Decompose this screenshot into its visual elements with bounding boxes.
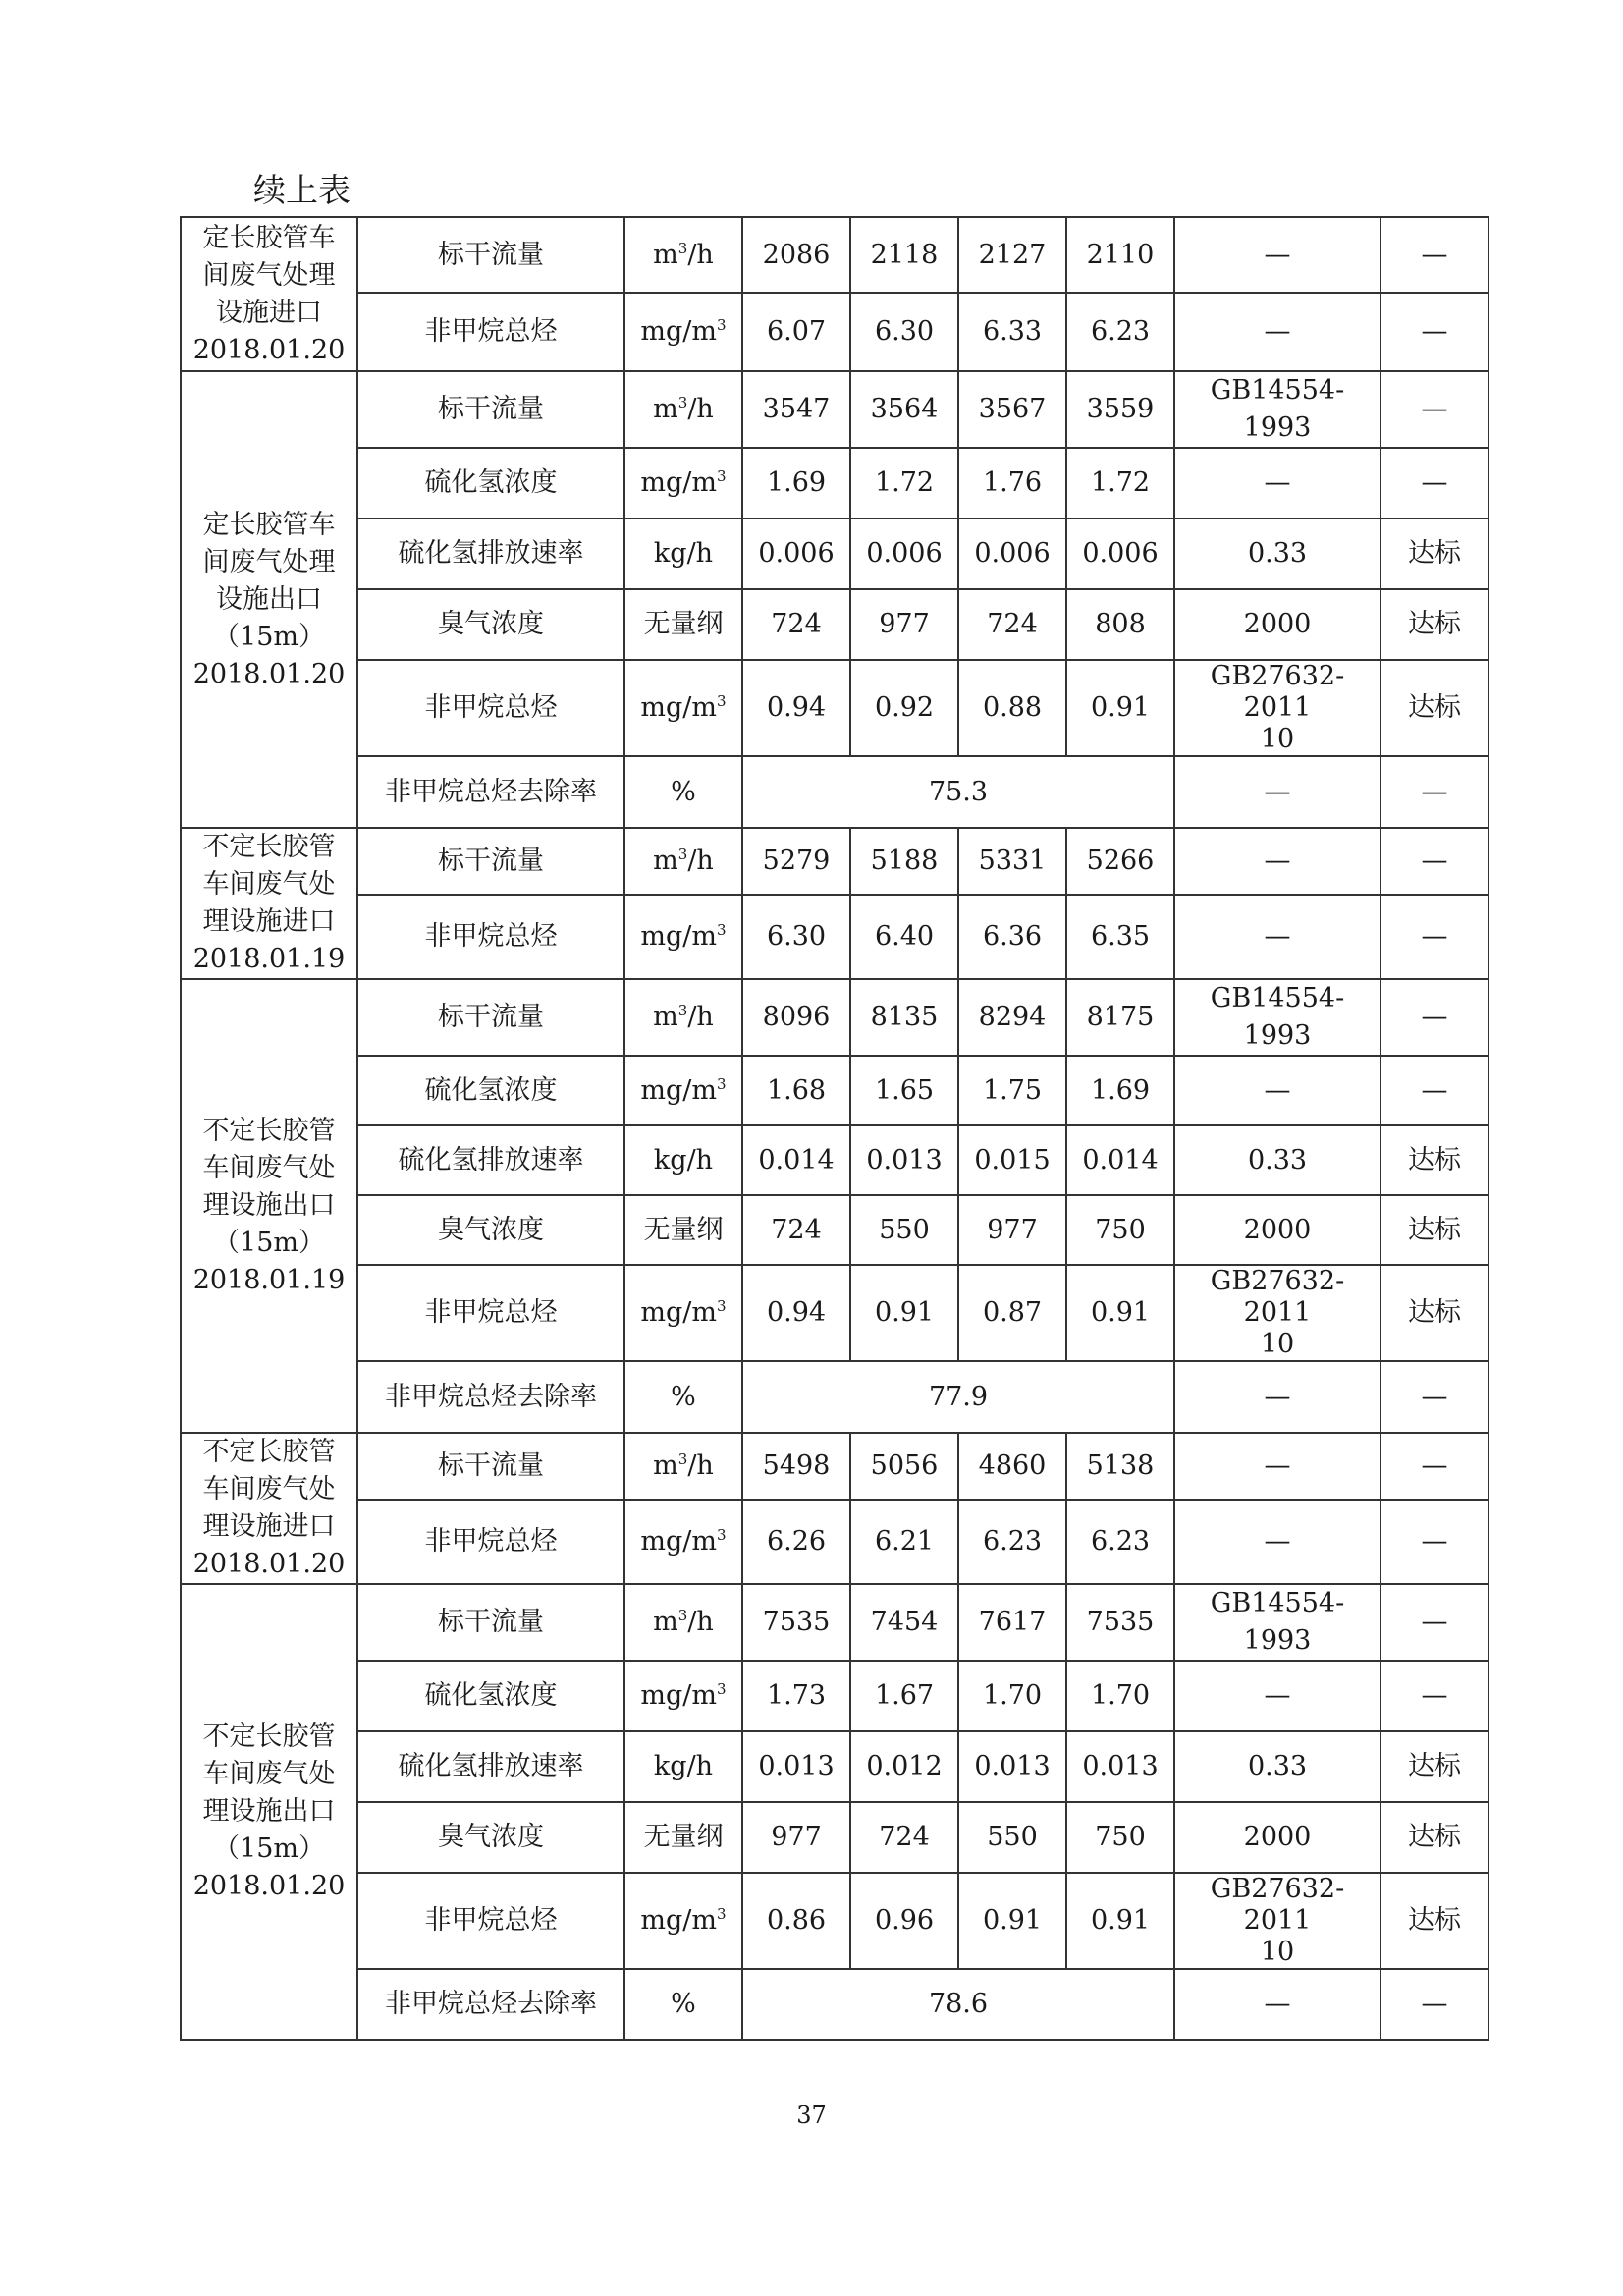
table-row	[181, 1265, 1488, 1361]
value-cell: 0.013	[1066, 1731, 1174, 1802]
table-row	[181, 1873, 1488, 1969]
value-cell: 6.40	[850, 895, 958, 979]
value-cell: 6.33	[958, 293, 1066, 371]
table-row	[181, 1056, 1488, 1125]
unit-cell: $m^3/h$	[624, 217, 742, 293]
value-cell: 0.014	[1066, 1125, 1174, 1195]
item-cell: 非甲烷总烃去除率	[357, 756, 624, 828]
item-cell: 标干流量	[357, 979, 624, 1056]
value-cell: 0.91	[1066, 1265, 1174, 1361]
value-cell: 6.23	[1066, 293, 1174, 371]
table-row	[181, 660, 1488, 756]
item-cell: 非甲烷总烃	[357, 293, 624, 371]
result-cell: —	[1380, 1433, 1488, 1500]
unit-cell: $m^3/h$	[624, 371, 742, 448]
result-cell: —	[1380, 1361, 1488, 1433]
value-cell: 6.26	[742, 1500, 850, 1584]
value-cell: 0.013	[958, 1731, 1066, 1802]
item-cell: 硫化氢排放速率	[357, 1125, 624, 1195]
result-cell: 达标	[1380, 1802, 1488, 1873]
result-cell: 达标	[1380, 1125, 1488, 1195]
value-cell: 1.69	[742, 448, 850, 519]
unit-cell: $mg/m^3$	[624, 1500, 742, 1584]
unit-cell: 无量纲	[624, 589, 742, 660]
unit-cell: kg/h	[624, 1731, 742, 1802]
standard-cell: —	[1174, 828, 1380, 895]
table-row	[181, 217, 1488, 293]
table-row	[181, 1195, 1488, 1265]
result-cell: —	[1380, 895, 1488, 979]
value-cell: 6.30	[742, 895, 850, 979]
value-cell: 0.012	[850, 1731, 958, 1802]
value-cell: 5138	[1066, 1433, 1174, 1500]
result-cell: —	[1380, 1584, 1488, 1661]
item-cell: 非甲烷总烃	[357, 1500, 624, 1584]
item-cell: 臭气浓度	[357, 1802, 624, 1873]
unit-cell: $m^3/h$	[624, 828, 742, 895]
result-cell: —	[1380, 217, 1488, 293]
value-cell: 5188	[850, 828, 958, 895]
unit-cell: $m^3/h$	[624, 979, 742, 1056]
value-cell: 0.013	[742, 1731, 850, 1802]
result-cell: 达标	[1380, 1195, 1488, 1265]
value-cell: 1.70	[958, 1661, 1066, 1731]
standard-cell: —	[1174, 895, 1380, 979]
value-cell: 6.23	[958, 1500, 1066, 1584]
result-cell: —	[1380, 1056, 1488, 1125]
table-row	[181, 293, 1488, 371]
value-cell: 6.35	[1066, 895, 1174, 979]
item-cell: 硫化氢浓度	[357, 448, 624, 519]
standard-cell: —	[1174, 217, 1380, 293]
value-cell: 0.91	[850, 1265, 958, 1361]
value-cell: 6.23	[1066, 1500, 1174, 1584]
location-cell: 不定长胶管 车间废气处 理设施进口 2018.01.20	[181, 1433, 357, 1584]
value-cell: 724	[742, 1195, 850, 1265]
value-cell: 6.21	[850, 1500, 958, 1584]
value-cell: 5266	[1066, 828, 1174, 895]
value-cell: 0.91	[1066, 660, 1174, 756]
standard-cell: GB14554-1993	[1174, 371, 1380, 448]
value-cell: 5279	[742, 828, 850, 895]
value-cell: 8135	[850, 979, 958, 1056]
location-cell: 不定长胶管 车间废气处 理设施出口 （15m） 2018.01.19	[181, 979, 357, 1433]
result-cell: 达标	[1380, 1731, 1488, 1802]
value-cell: 6.36	[958, 895, 1066, 979]
value-cell: 1.76	[958, 448, 1066, 519]
result-cell: —	[1380, 293, 1488, 371]
standard-cell: —	[1174, 756, 1380, 828]
value-cell: 7617	[958, 1584, 1066, 1661]
unit-cell: $mg/m^3$	[624, 895, 742, 979]
value-cell: 2086	[742, 217, 850, 293]
table-row	[181, 979, 1488, 1056]
item-cell: 标干流量	[357, 1433, 624, 1500]
value-cell: 724	[958, 589, 1066, 660]
item-cell: 非甲烷总烃去除率	[357, 1969, 624, 2040]
table-row	[181, 1661, 1488, 1731]
value-cell: 2110	[1066, 217, 1174, 293]
value-cell: 0.006	[742, 519, 850, 589]
value-cell: 0.92	[850, 660, 958, 756]
table-row	[181, 371, 1488, 448]
item-cell: 非甲烷总烃	[357, 1873, 624, 1969]
value-cell: 977	[850, 589, 958, 660]
item-cell: 臭气浓度	[357, 589, 624, 660]
value-cell: 977	[958, 1195, 1066, 1265]
unit-cell: 无量纲	[624, 1195, 742, 1265]
value-cell: 1.73	[742, 1661, 850, 1731]
removal-rate-cell: 75.3	[742, 756, 1174, 828]
value-cell: 0.015	[958, 1125, 1066, 1195]
table-row	[181, 448, 1488, 519]
item-cell: 标干流量	[357, 217, 624, 293]
value-cell: 1.69	[1066, 1056, 1174, 1125]
location-cell: 不定长胶管 车间废气处 理设施进口 2018.01.19	[181, 828, 357, 979]
table-row	[181, 589, 1488, 660]
value-cell: 2118	[850, 217, 958, 293]
item-cell: 臭气浓度	[357, 1195, 624, 1265]
result-cell: —	[1380, 979, 1488, 1056]
standard-cell: 2000	[1174, 1195, 1380, 1265]
result-cell: 达标	[1380, 1265, 1488, 1361]
value-cell: 724	[742, 589, 850, 660]
value-cell: 1.72	[850, 448, 958, 519]
item-cell: 非甲烷总烃	[357, 1265, 624, 1361]
table-row	[181, 1802, 1488, 1873]
table-row	[181, 1731, 1488, 1802]
value-cell: 4860	[958, 1433, 1066, 1500]
unit-cell: $mg/m^3$	[624, 660, 742, 756]
unit-cell: $mg/m^3$	[624, 1661, 742, 1731]
value-cell: 0.87	[958, 1265, 1066, 1361]
item-cell: 硫化氢浓度	[357, 1661, 624, 1731]
value-cell: 0.006	[850, 519, 958, 589]
standard-cell: —	[1174, 1361, 1380, 1433]
standard-cell: —	[1174, 448, 1380, 519]
item-cell: 硫化氢浓度	[357, 1056, 624, 1125]
item-cell: 硫化氢排放速率	[357, 519, 624, 589]
value-cell: 6.07	[742, 293, 850, 371]
value-cell: 1.70	[1066, 1661, 1174, 1731]
value-cell: 1.65	[850, 1056, 958, 1125]
standard-cell: 0.33	[1174, 519, 1380, 589]
value-cell: 1.68	[742, 1056, 850, 1125]
unit-cell: %	[624, 1361, 742, 1433]
result-cell: —	[1380, 448, 1488, 519]
unit-cell: kg/h	[624, 519, 742, 589]
standard-cell: GB14554-1993	[1174, 979, 1380, 1056]
unit-cell: kg/h	[624, 1125, 742, 1195]
table-row	[181, 756, 1488, 828]
value-cell: 0.91	[958, 1873, 1066, 1969]
value-cell: 7535	[1066, 1584, 1174, 1661]
unit-cell: $m^3/h$	[624, 1433, 742, 1500]
value-cell: 8294	[958, 979, 1066, 1056]
value-cell: 0.96	[850, 1873, 958, 1969]
result-cell: 达标	[1380, 1873, 1488, 1969]
value-cell: 3547	[742, 371, 850, 448]
table-row	[181, 1584, 1488, 1661]
standard-cell: —	[1174, 1969, 1380, 2040]
value-cell: 808	[1066, 589, 1174, 660]
value-cell: 750	[1066, 1802, 1174, 1873]
standard-cell: GB27632-2011 10	[1174, 1873, 1380, 1969]
item-cell: 标干流量	[357, 1584, 624, 1661]
value-cell: 1.72	[1066, 448, 1174, 519]
value-cell: 0.86	[742, 1873, 850, 1969]
value-cell: 0.013	[850, 1125, 958, 1195]
monitoring-table	[180, 216, 1489, 2041]
standard-cell: GB27632-2011 10	[1174, 1265, 1380, 1361]
page-number: 37	[796, 2102, 827, 2129]
result-cell: 达标	[1380, 660, 1488, 756]
value-cell: 0.94	[742, 660, 850, 756]
value-cell: 1.67	[850, 1661, 958, 1731]
result-cell: —	[1380, 1969, 1488, 2040]
result-cell: —	[1380, 1661, 1488, 1731]
unit-cell: 无量纲	[624, 1802, 742, 1873]
value-cell: 5498	[742, 1433, 850, 1500]
value-cell: 750	[1066, 1195, 1174, 1265]
unit-cell: %	[624, 756, 742, 828]
result-cell: —	[1380, 828, 1488, 895]
standard-cell: GB27632-2011 10	[1174, 660, 1380, 756]
standard-cell: —	[1174, 1433, 1380, 1500]
item-cell: 非甲烷总烃	[357, 660, 624, 756]
value-cell: 550	[958, 1802, 1066, 1873]
result-cell: 达标	[1380, 589, 1488, 660]
standard-cell: 0.33	[1174, 1125, 1380, 1195]
standard-cell: GB14554-1993	[1174, 1584, 1380, 1661]
value-cell: 0.014	[742, 1125, 850, 1195]
table-row	[181, 1125, 1488, 1195]
unit-cell: $mg/m^3$	[624, 1265, 742, 1361]
location-cell: 不定长胶管 车间废气处 理设施出口 （15m） 2018.01.20	[181, 1584, 357, 2040]
standard-cell: 2000	[1174, 1802, 1380, 1873]
standard-cell: —	[1174, 1661, 1380, 1731]
value-cell: 3567	[958, 371, 1066, 448]
table-row	[181, 1361, 1488, 1433]
table-row	[181, 519, 1488, 589]
value-cell: 6.30	[850, 293, 958, 371]
unit-cell: $mg/m^3$	[624, 448, 742, 519]
value-cell: 550	[850, 1195, 958, 1265]
value-cell: 2127	[958, 217, 1066, 293]
value-cell: 0.006	[1066, 519, 1174, 589]
value-cell: 5331	[958, 828, 1066, 895]
result-cell: —	[1380, 1500, 1488, 1584]
result-cell: 达标	[1380, 519, 1488, 589]
value-cell: 724	[850, 1802, 958, 1873]
value-cell: 3559	[1066, 371, 1174, 448]
value-cell: 0.91	[1066, 1873, 1174, 1969]
item-cell: 非甲烷总烃	[357, 895, 624, 979]
value-cell: 8175	[1066, 979, 1174, 1056]
standard-cell: 0.33	[1174, 1731, 1380, 1802]
standard-cell: —	[1174, 293, 1380, 371]
value-cell: 0.94	[742, 1265, 850, 1361]
result-cell: —	[1380, 756, 1488, 828]
value-cell: 0.88	[958, 660, 1066, 756]
table-row	[181, 1433, 1488, 1500]
unit-cell: $mg/m^3$	[624, 293, 742, 371]
value-cell: 977	[742, 1802, 850, 1873]
item-cell: 标干流量	[357, 371, 624, 448]
standard-cell: 2000	[1174, 589, 1380, 660]
unit-cell: $mg/m^3$	[624, 1873, 742, 1969]
unit-cell: $m^3/h$	[624, 1584, 742, 1661]
location-cell: 定长胶管车 间废气处理 设施进口 2018.01.20	[181, 217, 357, 371]
unit-cell: %	[624, 1969, 742, 2040]
value-cell: 8096	[742, 979, 850, 1056]
table-row	[181, 895, 1488, 979]
item-cell: 非甲烷总烃去除率	[357, 1361, 624, 1433]
location-cell: 定长胶管车 间废气处理 设施出口 （15m） 2018.01.20	[181, 371, 357, 828]
value-cell: 3564	[850, 371, 958, 448]
item-cell: 硫化氢排放速率	[357, 1731, 624, 1802]
value-cell: 0.006	[958, 519, 1066, 589]
value-cell: 1.75	[958, 1056, 1066, 1125]
table-caption: 续上表	[253, 171, 351, 209]
standard-cell: —	[1174, 1500, 1380, 1584]
table-row	[181, 828, 1488, 895]
value-cell: 5056	[850, 1433, 958, 1500]
value-cell: 7535	[742, 1584, 850, 1661]
table-row	[181, 1969, 1488, 2040]
unit-cell: $mg/m^3$	[624, 1056, 742, 1125]
item-cell: 标干流量	[357, 828, 624, 895]
standard-cell: —	[1174, 1056, 1380, 1125]
result-cell: —	[1380, 371, 1488, 448]
table-row	[181, 1500, 1488, 1584]
removal-rate-cell: 78.6	[742, 1969, 1174, 2040]
value-cell: 7454	[850, 1584, 958, 1661]
removal-rate-cell: 77.9	[742, 1361, 1174, 1433]
